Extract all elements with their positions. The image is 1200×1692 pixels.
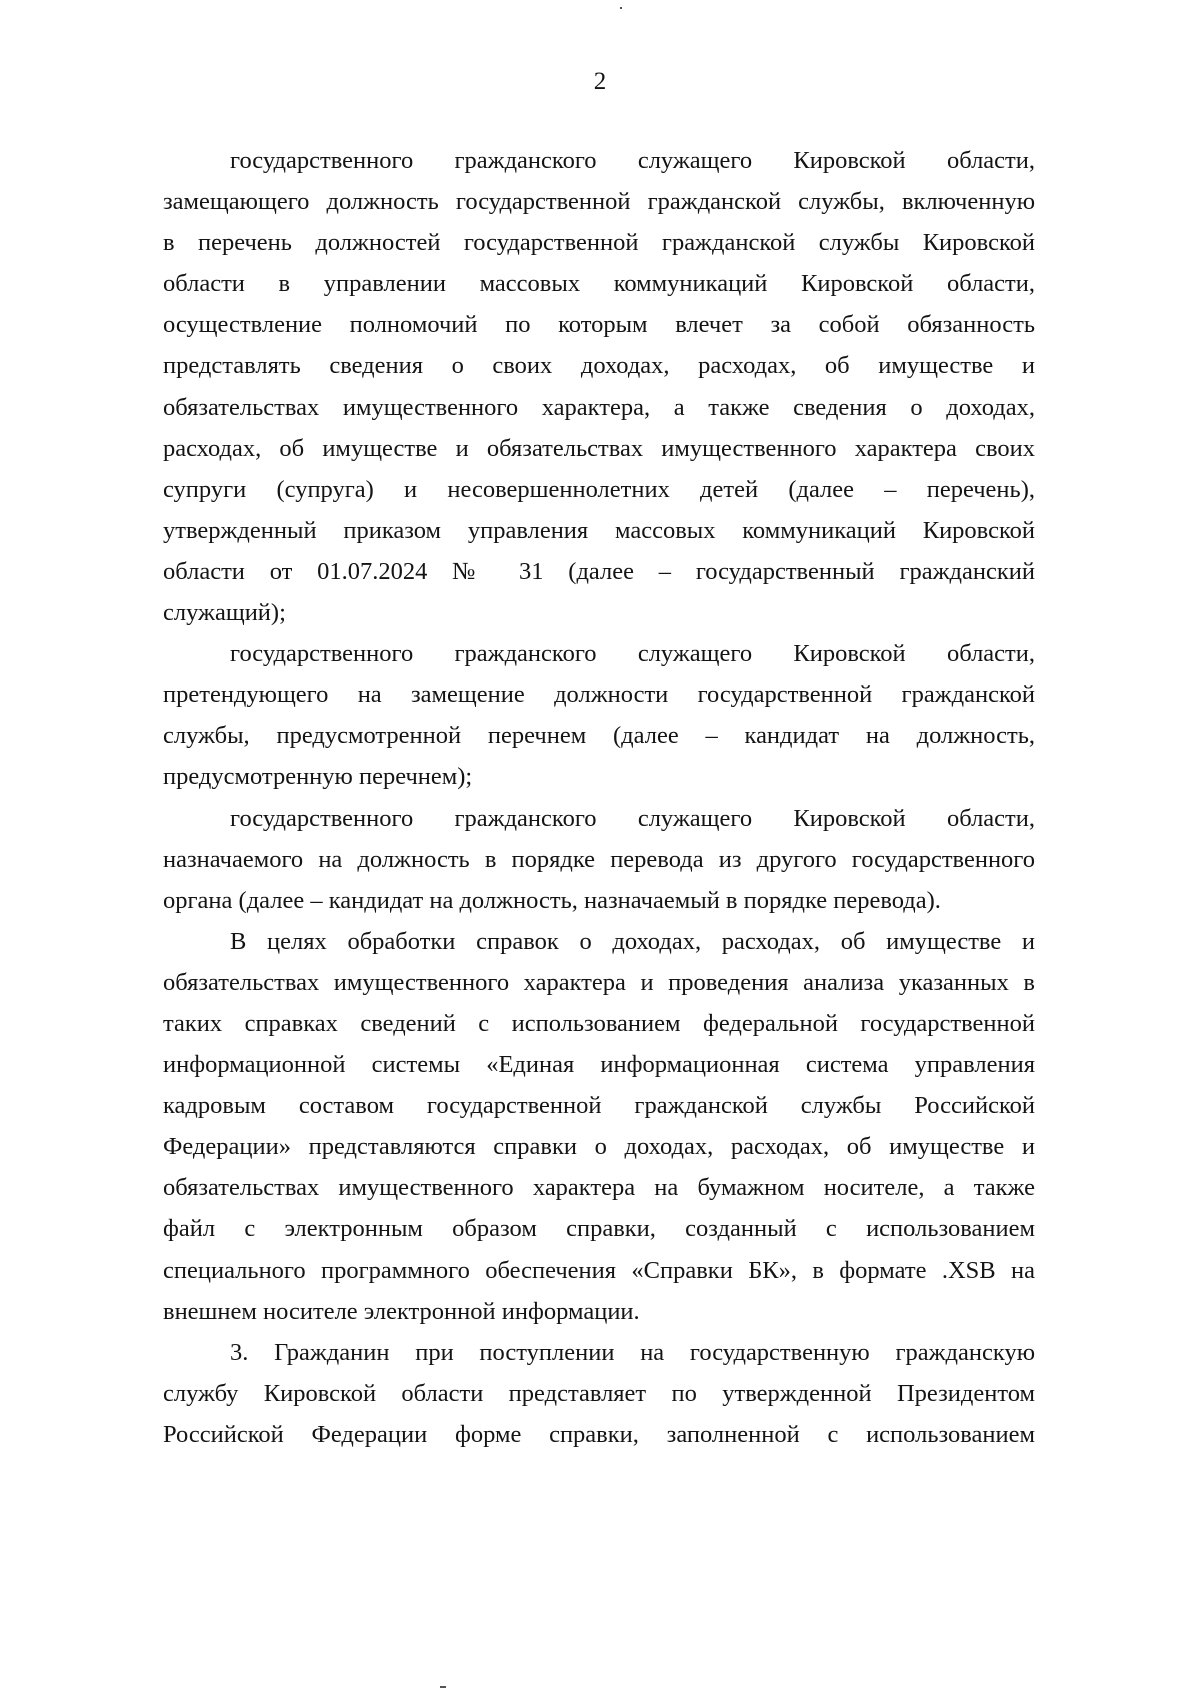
text-line: службу Кировской области представляет по утвержденной Президентом xyxy=(163,1379,1035,1407)
scan-speck xyxy=(440,1686,446,1688)
text-line: претендующего на замещение должности государственной гражданской xyxy=(163,681,1035,709)
text-line: предусмотренную перечнем); xyxy=(163,763,473,791)
text-line: обязательствах имущественного характера на бумажном носителе, а также xyxy=(163,1174,1035,1202)
text-line: информационной системы «Единая информационная система управления xyxy=(163,1051,1035,1079)
text-line: Федерации» представляются справки о доходах, расходах, об имуществе и xyxy=(163,1133,1035,1161)
paragraph xyxy=(163,921,1035,1332)
text-line: 3. Гражданин при поступлении на государственную гражданскую xyxy=(230,1338,1035,1366)
text-line: В целях обработки справок о доходах, расходах, об имуществе и xyxy=(230,927,1035,955)
text-line: области от 01.07.2024 № 31 (далее – государственный гражданский xyxy=(163,557,1035,585)
paragraph xyxy=(163,1332,1035,1455)
text-line: государственного гражданского служащего Кировской области, xyxy=(230,147,1035,174)
text-line: внешнем носителе электронной информации. xyxy=(163,1297,640,1325)
text-line: обязательствах имущественного характера и проведения анализа указанных в xyxy=(163,968,1035,996)
text-line: кадровым составом государственной гражданской службы Российской xyxy=(163,1092,1035,1120)
paragraph xyxy=(163,140,1035,633)
paragraph xyxy=(163,798,1035,921)
document-body xyxy=(163,140,1035,1455)
text-line: назначаемого на должность в порядке перевода из другого государственного xyxy=(163,845,1035,873)
text-line: государственного гражданского служащего Кировской области, xyxy=(230,640,1035,668)
text-line: службы, предусмотренной перечнем (далее – кандидат на должность, xyxy=(163,722,1035,750)
page-number: 2 xyxy=(593,68,607,95)
text-line: представлять сведения о своих доходах, расходах, об имуществе и xyxy=(163,352,1035,380)
text-line: файл с электронным образом справки, созданный с использованием xyxy=(163,1215,1035,1243)
text-line: супруги (супруга) и несовершеннолетних детей (далее – перечень), xyxy=(163,475,1035,503)
text-line: замещающего должность государственной гражданской службы, включенную xyxy=(163,188,1035,216)
text-line: утвержденный приказом управления массовых коммуникаций Кировской xyxy=(163,516,1035,544)
scan-speck xyxy=(620,7,622,9)
text-line: расходах, об имуществе и обязательствах имущественного характера своих xyxy=(163,434,1035,462)
text-line: государственного гражданского служащего Кировской области, xyxy=(230,804,1035,832)
text-line: специального программного обеспечения «Справки БК», в формате .XSB на xyxy=(163,1256,1035,1284)
text-line: в перечень должностей государственной гражданской службы Кировской xyxy=(163,229,1035,257)
text-line: служащий); xyxy=(163,599,286,627)
text-line: осуществление полномочий по которым влечет за собой обязанность xyxy=(163,311,1035,339)
text-line: таких справках сведений с использованием федеральной государственной xyxy=(163,1009,1035,1037)
text-line: органа (далее – кандидат на должность, назначаемый в порядке перевода). xyxy=(163,886,941,914)
text-line: области в управлении массовых коммуникаций Кировской области, xyxy=(163,270,1035,298)
text-line: Российской Федерации форме справки, заполненной с использованием xyxy=(163,1420,1035,1448)
text-line: обязательствах имущественного характера, а также сведения о доходах, xyxy=(163,393,1035,421)
paragraph xyxy=(163,633,1035,797)
